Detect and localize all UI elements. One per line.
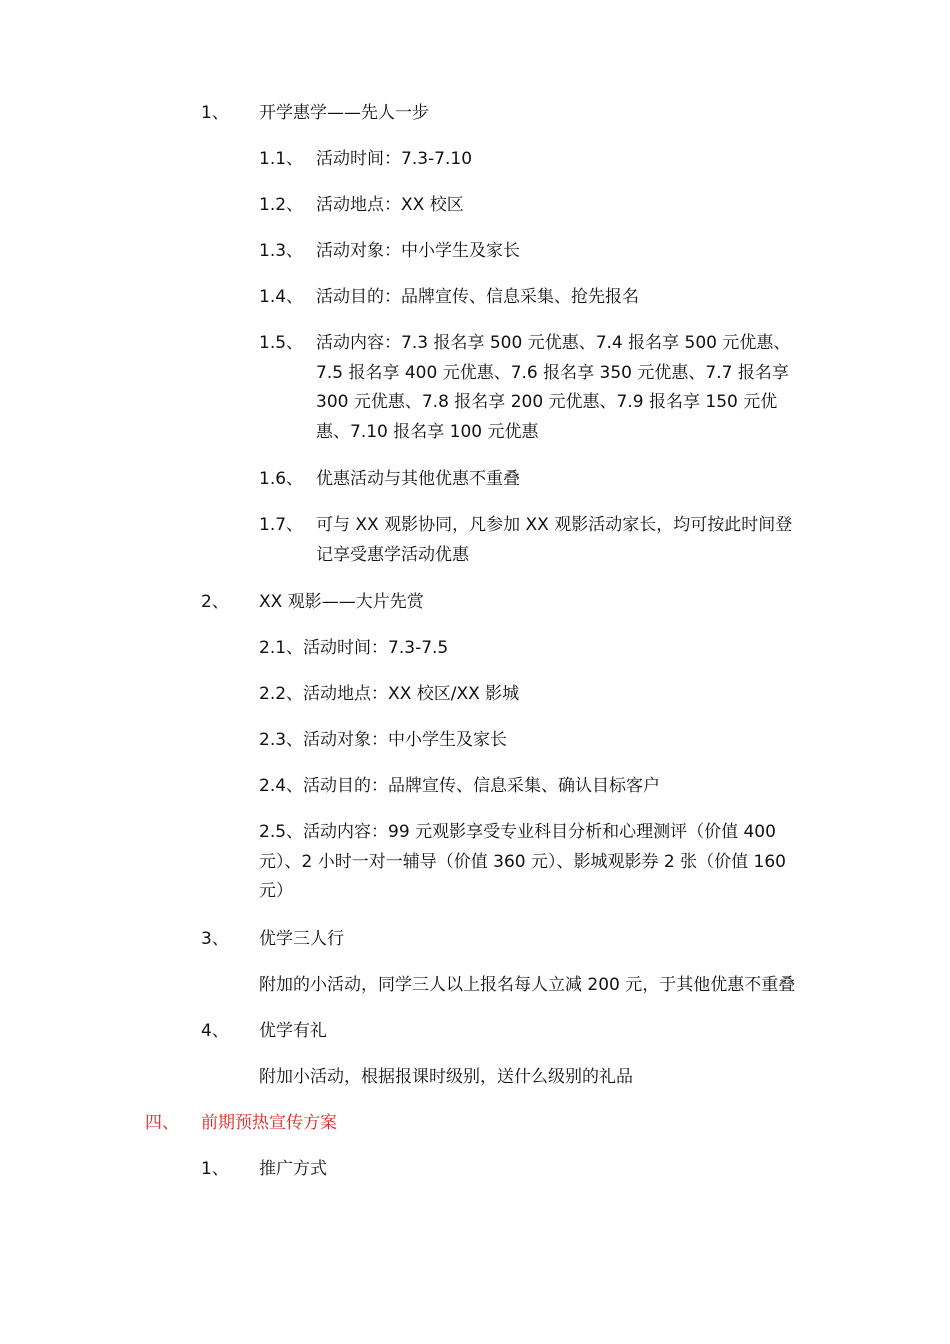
section-1-heading bbox=[201, 99, 811, 129]
section-title: 开学惠学——先人一步 bbox=[259, 103, 429, 123]
chapter-4-heading bbox=[145, 1109, 745, 1139]
item-text: 活动时间：7.3-7.10 bbox=[316, 149, 473, 169]
section-3-heading bbox=[201, 925, 811, 955]
item-text: 活动时间：7.3-7.5 bbox=[303, 638, 449, 658]
item-number: 2.1、 bbox=[259, 638, 304, 658]
item-number: 1.4、 bbox=[259, 287, 304, 307]
chapter-number: 四、 bbox=[145, 1113, 179, 1133]
item-number: 1.5、 bbox=[259, 333, 304, 353]
section-number: 1、 bbox=[201, 103, 229, 123]
item-text: 活动目的：品牌宣传、信息采集、抢先报名 bbox=[316, 287, 639, 307]
section-4-heading bbox=[201, 1017, 811, 1047]
item-text: 活动对象：中小学生及家长 bbox=[303, 730, 508, 750]
section-number: 2、 bbox=[201, 592, 229, 612]
section-title: 优学三人行 bbox=[259, 929, 344, 949]
section-number: 4、 bbox=[201, 1021, 229, 1041]
item-text: 优惠活动与其他优惠不重叠 bbox=[316, 469, 520, 489]
item-2-3 bbox=[259, 726, 809, 756]
section-3-paragraph: 附加的小活动，同学三人以上报名每人立减 200 元，于其他优惠不重叠 bbox=[259, 975, 796, 995]
item-1-2 bbox=[259, 191, 809, 221]
item-1-5 bbox=[259, 329, 809, 447]
item-text: 活动地点：XX 校区 bbox=[316, 195, 464, 215]
item-1-1 bbox=[259, 145, 809, 175]
chapter-title: 前期预热宣传方案 bbox=[201, 1113, 337, 1133]
item-1-4 bbox=[259, 283, 809, 313]
item-1-7 bbox=[259, 511, 809, 570]
item-2-2 bbox=[259, 680, 809, 710]
item-2-5 bbox=[259, 818, 809, 907]
chapter-4-section-1-heading bbox=[201, 1155, 811, 1185]
item-number: 1.2、 bbox=[259, 195, 304, 215]
item-number: 2.3、 bbox=[259, 730, 304, 750]
item-number: 1.3、 bbox=[259, 241, 304, 261]
item-1-6 bbox=[259, 465, 809, 495]
section-4-paragraph: 附加小活动，根据报课时级别，送什么级别的礼品 bbox=[259, 1067, 633, 1087]
item-number: 1.6、 bbox=[259, 469, 304, 489]
section-number: 1、 bbox=[201, 1159, 229, 1179]
item-number: 2.2、 bbox=[259, 684, 304, 704]
item-text: 活动目的：品牌宣传、信息采集、确认目标客户 bbox=[303, 776, 661, 796]
section-2-heading bbox=[201, 588, 811, 618]
section-title: XX 观影——大片先赏 bbox=[259, 592, 424, 612]
section-title: 优学有礼 bbox=[259, 1021, 327, 1041]
item-2-1 bbox=[259, 634, 809, 664]
item-number: 2.4、 bbox=[259, 776, 304, 796]
item-text: 可与 XX 观影协同，凡参加 XX 观影活动家长，均可按此时间登记享受惠学活动优惠 bbox=[316, 515, 793, 565]
item-number: 1.1、 bbox=[259, 149, 304, 169]
item-text: 活动内容：99 元观影享受专业科目分析和心理测评（价值 400 元）、2 小时一对一辅导（价值 360 元）、影城观影券 2 张（价值 160 元） bbox=[259, 822, 786, 901]
section-number: 3、 bbox=[201, 929, 229, 949]
section-title: 推广方式 bbox=[259, 1159, 327, 1179]
item-number: 1.7、 bbox=[259, 515, 304, 535]
item-2-4 bbox=[259, 772, 809, 802]
item-text: 活动对象：中小学生及家长 bbox=[316, 241, 520, 261]
item-text: 活动内容：7.3 报名享 500 元优惠、7.4 报名享 500 元优惠、7.5 报名享 400 元优惠、7.6 报名享 350 元优惠、7.7 报名享 300 元优惠、7.8 报名享 200 元优惠、7.9 报名享 150 元优惠、7.10 报名享 100 元优惠 bbox=[316, 333, 791, 442]
item-1-3 bbox=[259, 237, 809, 267]
item-text: 活动地点：XX 校区/XX 影城 bbox=[303, 684, 520, 704]
item-number: 2.5、 bbox=[259, 822, 304, 842]
